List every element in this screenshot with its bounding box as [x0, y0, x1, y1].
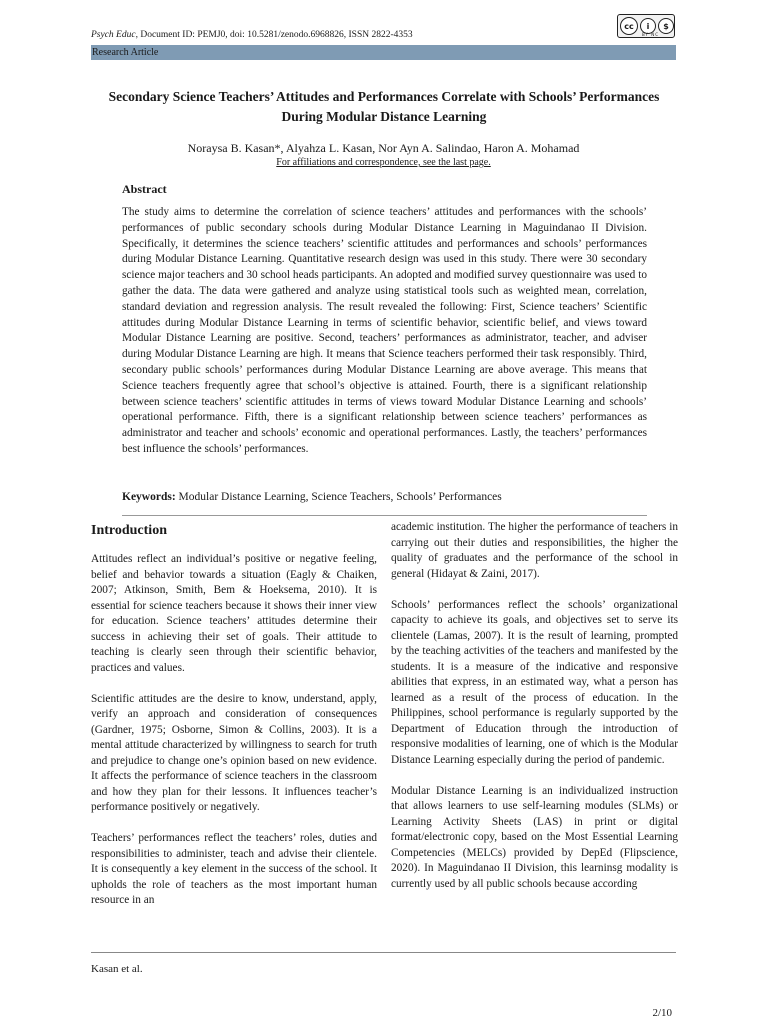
- paragraph: Scientific attitudes are the desire to know, understand, apply, verify an approach and consideration of consequences (Gardner, 1975; Osborne, Simon & Collins, 2003). It is a mental attitude characterized by willingness to search for truth and prejudice to change one’s opinion based on new evidence. It affects the performance of science teachers in the classroom and how they plan for their lessons. It influences teacher’s performance positively or negatively.: [91, 692, 377, 813]
- keywords-label: Keywords:: [122, 491, 176, 503]
- abstract-heading: Abstract: [122, 182, 167, 196]
- section-divider: [122, 515, 647, 516]
- noncommercial-icon: $: [658, 18, 674, 34]
- affiliation-link[interactable]: For affiliations and correspondence, see the last page.: [276, 157, 491, 168]
- paragraph: academic institution. The higher the performance of teachers in carrying out their duties and responsibilities, the higher the quality of graduates and the performance of the school in general (Hidayat & Zaini, 2017).: [391, 521, 678, 580]
- keywords-text: Modular Distance Learning, Science Teachers, Schools’ Performances: [175, 491, 502, 503]
- paragraph: Attitudes reflect an individual’s positive or negative feeling, belief and behavior towards a situation (Eagly & Chaiken, 2007; Atkinson, Smith, Bem & Hoeksema, 2010). It is essential for science teachers because it shows their inner view for education. Science teachers’ attitudes determine their success in achieving their set of goals. Their attitude to teaching is clearly seen through their scientific behavior, practices and values.: [91, 553, 377, 674]
- citation-info: , Document ID: PEMJ0, doi: 10.5281/zenodo.6968826, ISSN 2822-4353: [135, 30, 413, 40]
- author-list: Noraysa B. Kasan*, Alyahza L. Kasan, Nor Ayn A. Salindao, Haron A. Mohamad: [187, 141, 580, 155]
- attribution-icon: i: [640, 18, 656, 34]
- license-badge[interactable]: [617, 14, 675, 38]
- abstract-text: The study aims to determine the correlation of science teachers’ attitudes and performances with the schools’ performances of public secondary schools during Modular Distance Learning in Maguindanao II Division. Specifically, it determines the science teachers’ scientific attitudes and performances and schools’ performances during Modular Distance Learning. Quantitative research design was used in this study. There were 30 secondary science major teachers and 30 school heads participants. An adopted and modified survey questionnaire was used to gather the data. The data were gathered and analyze using statistical tools such as weighted mean, correlation, standard deviation and regression analysis. The result revealed the following: First, Science teachers’ Scientific attitudes during Modular Distance Learning in terms of scientific behavior, scientific belief, and views toward Modular Distance Learning are positive. Second, teachers’ performances as administrator, teacher, and adviser during Modular Distance Learning are high. It means that Science teachers performed their task responsibly. Third, secondary public schools’ performances during Modular Distance Learning are above average. This means that Science teachers frequently agree that school’s objective is attained. Fourth, there is a significant relationship between science teachers’ scientific attitudes in terms of views toward Modular Distance Learning and schools’ operational performance. Fifth, there is a significant relationship between science teachers’ performances as administrator and teacher and schools’ economic and operational performances. Lastly, the teachers’ performances best influence the schools’ performances.: [122, 206, 647, 455]
- journal-header: [91, 30, 413, 40]
- paragraph: Schools’ performances reflect the schools’ organizational capacity to achieve its goals, and objectives set to serve its clientele (Lamas, 2007). It is the result of learning, prompted by the teaching activities of the teachers and manifested by the students. It is a measure of the indicative and responsive abilities that express, in an estimated way, what a person has learned as a result of the process of education. In the Philippines, school performance is regularly supported by the Department of Education through the introduction of responsive modalities of learning, one of which is the Modular Distance Learning especially during the period of pandemic.: [391, 598, 678, 766]
- paragraph: Teachers’ performances reflect the teachers’ roles, duties and responsibilities to administer, teach and advise their clientele. It is consequently a key element in the success of the school. It upholds the role of teachers as the most important human resource in an: [91, 832, 377, 906]
- right-column: [391, 520, 678, 908]
- cc-icon: cc: [620, 17, 638, 35]
- license-label: BY NC: [642, 32, 660, 37]
- introduction-heading: Introduction: [91, 523, 167, 538]
- journal-name: Psych Educ: [91, 30, 136, 40]
- footer-authors: Kasan et al.: [91, 963, 143, 975]
- article-type-banner: Research Article: [91, 45, 676, 60]
- left-column: [91, 522, 377, 924]
- footer-divider: [91, 952, 676, 953]
- page-number: 2/10: [652, 1007, 672, 1019]
- paragraph: Modular Distance Learning is an individualized instruction that allows learners to use self-learning modules (SLMs) or Learning Activity Sheets (LAS) in print or digital format/electronic copy, based on the Most Essential Learning Competencies (MELCs) provided by DepEd (Flipscience, 2020). In Maguindanao II Division, this learninsg modality is currently used by all public schools because according: [391, 784, 678, 890]
- keywords: [122, 491, 502, 503]
- paper-title: Secondary Science Teachers’ Attitudes and Performances Correlate with Schools’ Performances During Modular Distance Learning: [108, 89, 660, 124]
